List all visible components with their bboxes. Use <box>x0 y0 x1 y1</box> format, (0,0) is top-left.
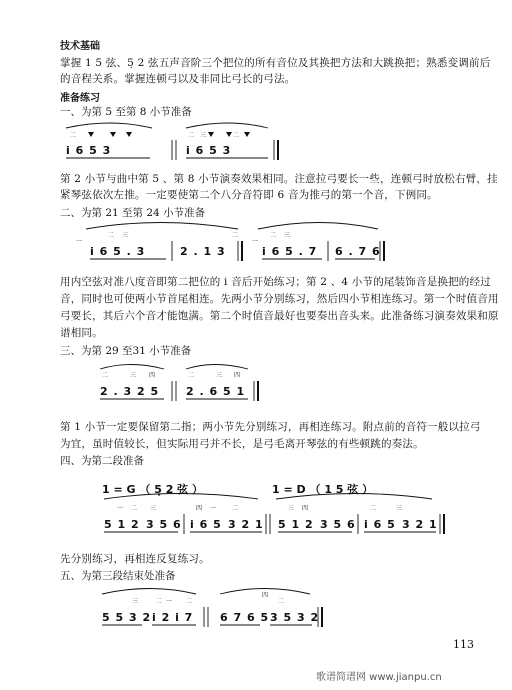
s2-slur-1 <box>86 223 238 230</box>
s4-measure-4: 3 2 1 <box>228 518 264 531</box>
s3-slur-2 <box>186 365 248 370</box>
technique-line-1: 掌握 1 5 弦、5̣ 2 弦五声音阶三个把位的所有音位及其换把方法和大跳换把；熟悉变调前后 <box>60 57 491 69</box>
s3-fing-6: 四 <box>234 372 241 379</box>
s4-fing-5: 一 <box>210 505 217 512</box>
s4-fing-3: 三 <box>150 505 157 512</box>
s4-key-right: 1 = D （ 1 5 弦 ） <box>272 483 374 496</box>
s2-measure-1: i 6 5 . 3 <box>90 245 146 258</box>
technique-line-2: 的音程关系。掌握连顿弓以及非同比弓长的弓法。 <box>60 73 296 85</box>
s4-measure-8: 3 2 1 <box>402 518 438 531</box>
s3-fing-5: 三 <box>216 372 223 379</box>
section-3-text-2: 为宜，虽时值较长，但实际用弓并不长，是弓毛离开琴弦的有些顿跳的奏法。 <box>60 438 424 450</box>
s2-fing-3: 三 <box>122 232 129 239</box>
s1-slur-2 <box>186 123 268 128</box>
s2-measure-2: 2 . 1 3 <box>180 245 226 258</box>
s4-measure-5: 5 1 2 <box>278 518 314 531</box>
section-5-title: 五、为第三段结束处准备 <box>60 570 176 582</box>
s2-measure-3: i 6 5 . 7 <box>262 245 318 258</box>
s4-fing-10: 三 <box>396 505 403 512</box>
s5-measure-1: 5 5 3 2 <box>102 611 152 624</box>
s1-staccato-3 <box>126 132 132 137</box>
s4-fing-7: 三 <box>288 505 295 512</box>
section-1-text-2: 紧琴弦依次左推。一定要使第二个八分音符即 6 音为推弓的第一个音，下例同。 <box>60 189 438 201</box>
s1-fing-2: 二 <box>188 132 195 139</box>
s2-fing-7: 三 <box>284 232 291 239</box>
s3-measure-1: 2 . 3 2 5 <box>100 385 160 398</box>
s1-slur-1 <box>66 123 152 128</box>
s3-fing-2: 三 <box>130 372 137 379</box>
s2-fing-4: 二 <box>232 232 239 239</box>
s5-measure-3: 6 7 6 5 <box>220 611 270 624</box>
s4-measure-2: 3 5 6 <box>146 518 182 531</box>
page-number: 113 <box>453 638 474 651</box>
s5-measure-2: i 2 i 7 <box>152 611 194 624</box>
s4-fing-2: 二 <box>131 505 138 512</box>
s1-fing-3: 三 <box>200 132 207 139</box>
section-2-text-3: 弓要长，其后六个音才能饱满。第二个时值音最好也要奏出音头来。此准备练习演奏效果和原 <box>60 310 499 322</box>
s3-fing-1: 二 <box>102 372 109 379</box>
s2-fing-2: 二 <box>108 232 115 239</box>
s4-fing-6: 二 <box>232 505 239 512</box>
s5-slur-1 <box>102 589 196 595</box>
section-3-text-1: 第 1 小节一定要保留第二指；两小节先分别练习，再相连练习。附点前的音符一般以拉弓 <box>60 421 481 433</box>
section-2-text-4: 谱相同。 <box>60 327 103 339</box>
s4-measure-6: 3 5 6 <box>320 518 356 531</box>
s4-fing-1: 一 <box>117 505 124 512</box>
s5-fing-4: 二 <box>186 598 193 605</box>
s4-key-left: 1 = G （ 5̣ 2 弦 ） <box>102 483 204 496</box>
watermark: 歌谱简谱网 www.jianpu.cn <box>316 672 442 683</box>
s5-fing-6: 二 <box>278 598 285 605</box>
s3-measure-2: 2 . 6 5 1 <box>186 385 246 398</box>
section-2-title: 二、为第 21 至第 24 小节准备 <box>60 207 206 219</box>
s4-measure-1: 5 1 2 <box>104 518 140 531</box>
s5-slur-2 <box>220 589 310 595</box>
s1-fing-4: 二 <box>233 132 240 139</box>
s4-fing-4: 四 <box>196 505 203 512</box>
s1-staccato-4 <box>208 132 214 137</box>
s2-fing-1: 一 <box>76 238 83 245</box>
s2-slur-2 <box>258 223 378 230</box>
s5-fing-2: 二 <box>156 598 163 605</box>
s1-measure-1: i 6 5 3 <box>66 144 112 157</box>
heading-prep: 准备练习 <box>60 93 100 104</box>
s1-staccato-2 <box>110 132 116 137</box>
s4-measure-7: i 6 5 <box>364 518 396 531</box>
section-1-text-1: 第 2 小节与曲中第 5 、第 8 小节演奏效果相同。注意拉弓要长一些，连顿弓时放松右臂，挂 <box>60 173 498 185</box>
s3-slur-1 <box>100 365 164 370</box>
heading-technique: 技术基础 <box>60 41 100 52</box>
s4-measure-3: i 6 5 <box>190 518 222 531</box>
section-4-text-1: 先分别练习，再相连反复练习。 <box>60 553 210 565</box>
s1-fing-1: 二 <box>70 132 77 139</box>
section-2-text-1: 用内空弦对准八度音即第二把位的 i 音后开始练习；第 2 、4 小节的尾装饰音是换把的经过 <box>60 276 491 288</box>
s5-fing-5: 四 <box>262 592 269 599</box>
section-2-text-2: 音，同时也可使两小节首尾相连。先两小节分别练习，然后四小节相连练习。第一个时值音用 <box>60 293 499 305</box>
s1-staccato-6 <box>244 132 250 137</box>
s5-measure-4: 3 5 3 2 <box>270 611 320 624</box>
s1-measure-2: i 6 5 3 <box>186 144 232 157</box>
s4-slur-2 <box>276 494 432 500</box>
s4-fing-8: 四 <box>302 505 309 512</box>
s2-fing-6: 二 <box>270 232 277 239</box>
section-1-title: 一、为第 5 至第 8 小节准备 <box>60 106 192 118</box>
s5-fing-3: 一 <box>166 598 173 605</box>
section-4-title: 四、为第二段准备 <box>60 455 144 467</box>
s4-slur-1 <box>104 494 258 500</box>
s3-fing-3: 四 <box>149 372 156 379</box>
s3-fing-4: 二 <box>188 372 195 379</box>
s1-staccato-5 <box>226 132 232 137</box>
s4-fing-9: 二 <box>370 505 377 512</box>
section-3-title: 三、为第 29 至31 小节准备 <box>60 345 192 357</box>
s1-staccato-1 <box>88 132 94 137</box>
s5-fing-1: 三 <box>132 598 139 605</box>
s2-fing-5: 一 <box>252 238 259 245</box>
s2-measure-4: 6 . 7 6 <box>335 245 381 258</box>
